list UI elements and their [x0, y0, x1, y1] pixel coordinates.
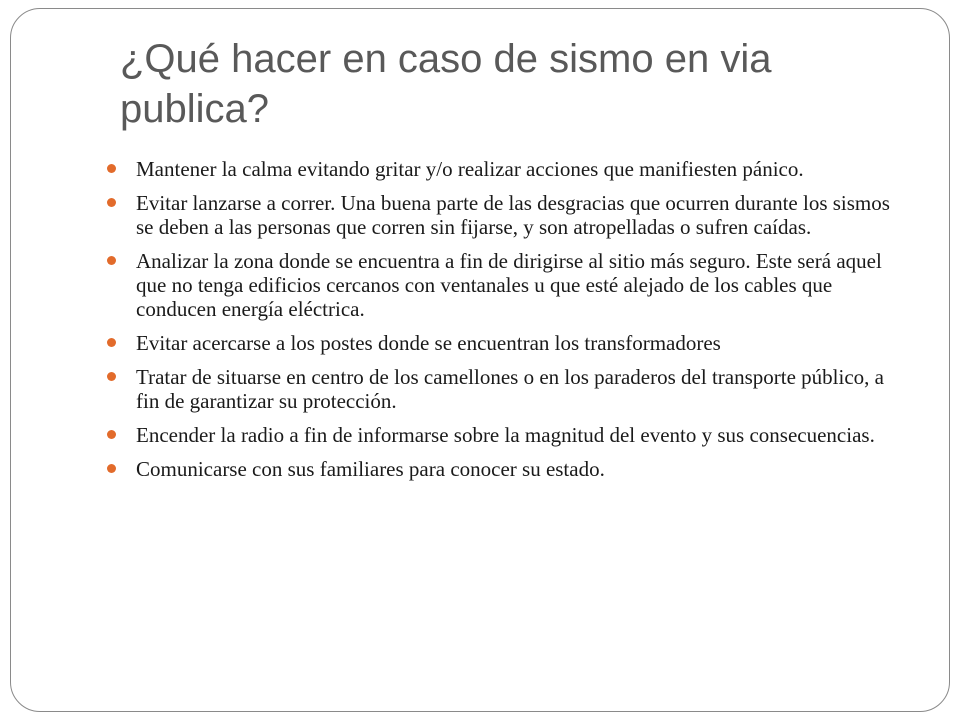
bullet-text: Analizar la zona donde se encuentra a fin de dirigirse al sitio más seguro. Este será aquel que no tenga edificios cercanos con ventanales u que esté alejado de los cables que conducen energía eléctrica.	[136, 249, 882, 321]
bullet-dot-icon	[107, 198, 116, 207]
bullet-dot-icon	[107, 164, 116, 173]
bullet-text: Evitar acercarse a los postes donde se encuentran los transformadores	[136, 331, 721, 355]
bullet-dot-icon	[107, 338, 116, 347]
bullet-item	[106, 191, 906, 239]
bullet-dot-icon	[107, 372, 116, 381]
bullet-item	[106, 249, 906, 321]
bullet-text: Mantener la calma evitando gritar y/o realizar acciones que manifiesten pánico.	[136, 157, 804, 181]
bullet-text: Tratar de situarse en centro de los camellones o en los paraderos del transporte público, a fin de garantizar su protección.	[136, 365, 884, 413]
bullet-item	[106, 157, 906, 181]
bullet-text: Comunicarse con sus familiares para conocer su estado.	[136, 457, 605, 481]
bullet-dot-icon	[107, 256, 116, 265]
bullet-item	[106, 331, 906, 355]
bullet-item	[106, 457, 906, 481]
slide-title: ¿Qué hacer en caso de sismo en via publica?	[120, 37, 772, 131]
bullet-list	[106, 157, 906, 491]
bullet-text: Encender la radio a fin de informarse sobre la magnitud del evento y sus consecuencias.	[136, 423, 875, 447]
bullet-dot-icon	[107, 430, 116, 439]
bullet-item	[106, 423, 906, 447]
bullet-item	[106, 365, 906, 413]
bullet-text: Evitar lanzarse a correr. Una buena parte de las desgracias que ocurren durante los sismos se deben a las personas que corren sin fijarse, y son atropelladas o sufren caídas.	[136, 191, 890, 239]
bullet-dot-icon	[107, 464, 116, 473]
